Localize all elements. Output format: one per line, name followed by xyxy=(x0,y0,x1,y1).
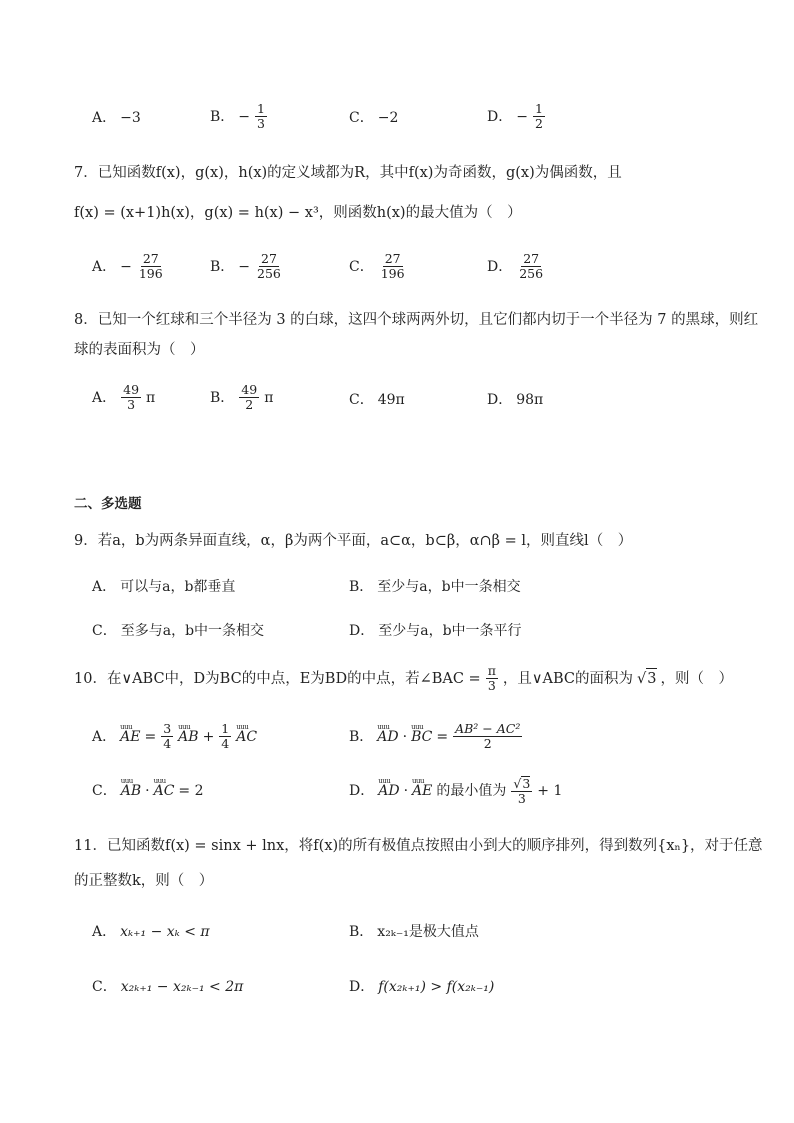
q9-stem: 9．若a，b为两条异面直线，α，β为两个平面，a⊂α，b⊂β，α∩β = l，则直线l（ ） xyxy=(74,533,633,549)
fraction: $\frac{3}{4}$ xyxy=(163,721,172,751)
q10-option-a: A． uuu AE = $\frac{3}{4}$ uuu AB + $\frac{1}{4}$ uuu AC xyxy=(92,722,257,751)
q8-option-d: D． 98π xyxy=(487,392,544,408)
q8-stem-line2: 球的表面积为（ ） xyxy=(74,342,205,358)
vector: uuu AD xyxy=(377,727,398,747)
fraction: $\frac{1}{4}$ xyxy=(221,721,230,751)
q10-option-d: D． uuu AD · uuu AE 的最小值为 $\frac{√3}{3}$ + 1 xyxy=(349,776,562,806)
q11-stem-line1: 11．已知函数f(x) = sinx + lnx，将f(x)的所有极值点按照由小到大的顺序排列，得到数列{xₙ}，对于任意 xyxy=(74,838,763,854)
fraction: $\frac{49}{2}$ xyxy=(241,382,258,412)
q8-option-c: C． 49π xyxy=(349,392,405,408)
vector: uuu AB xyxy=(178,727,198,747)
q8-option-b: B． $\frac{49}{2}$ π xyxy=(210,382,274,412)
q9-option-a: A． 可以与a，b都垂直 xyxy=(92,579,236,595)
q11-option-c: C． x₂ₖ₊₁ − x₂ₖ₋₁ < 2π xyxy=(92,979,244,995)
q6-option-c: C． −2 xyxy=(349,110,399,126)
q7-option-d: D． $\frac{27}{256}$ xyxy=(487,251,544,281)
q9-option-d: D． 至少与a，b中一条平行 xyxy=(349,623,522,639)
fraction: $\frac{27}{196}$ xyxy=(138,251,163,281)
fraction: $\frac{\text{AB² − AC²}}{2}$ xyxy=(455,721,521,751)
q7-stem-line1: 7．已知函数f(x)，g(x)，h(x)的定义域都为R，其中f(x)为奇函数，g(x)为偶函数，且 xyxy=(74,165,622,181)
q7-option-b: B． − $\frac{27}{256}$ xyxy=(210,251,281,281)
vector: uuu AC xyxy=(154,781,175,801)
q11-stem-line2: 的正整数k，则（ ） xyxy=(74,873,214,889)
q11-option-d: D． f(x₂ₖ₊₁) > f(x₂ₖ₋₁) xyxy=(349,979,495,995)
sqrt-symbol: √3 xyxy=(637,668,656,689)
q10-option-b: B． uuu AD · uuu BC = $\frac{\text{AB² − AC²}}{2}$ xyxy=(349,722,523,751)
q7-option-c: C． $\frac{27}{196}$ xyxy=(349,251,405,281)
q9-option-b: B． 至少与a，b中一条相交 xyxy=(349,579,521,595)
vector: uuu AD xyxy=(378,781,399,801)
q7-option-a: A． − $\frac{27}{196}$ xyxy=(92,251,163,281)
q11-option-a: A． xₖ₊₁ − xₖ < π xyxy=(92,924,210,940)
vector: uuu AE xyxy=(412,781,432,801)
fraction: $\frac{27}{256}$ xyxy=(519,251,544,281)
vector: uuu AB xyxy=(121,781,141,801)
fraction: $\frac{1}{2}$ xyxy=(534,101,543,131)
q8-option-a: A． $\frac{49}{3}$ π xyxy=(92,382,156,412)
q10-option-c: C． uuu AB · uuu AC = 2 xyxy=(92,781,204,801)
fraction: $\frac{\pi}{3}$ xyxy=(487,663,496,693)
section-title-multiple-choice: 二、多选题 xyxy=(74,496,142,512)
fraction: $\frac{49}{3}$ xyxy=(123,382,140,412)
q11-option-b: B． x₂ₖ₋₁是极大值点 xyxy=(349,924,479,940)
q8-stem-line1: 8．已知一个红球和三个半径为 3 的白球，这四个球两两外切，且它们都内切于一个半径为 7 的黑球，则红 xyxy=(74,312,759,328)
fraction: $\frac{27}{196}$ xyxy=(380,251,405,281)
vector: uuu AC xyxy=(236,727,257,747)
q6-option-d: D． − $\frac{1}{2}$ xyxy=(487,101,543,131)
fraction: $\frac{√3}{3}$ xyxy=(513,776,531,806)
q6-option-a: A． −3 xyxy=(92,110,141,126)
vector: uuu BC xyxy=(411,727,432,747)
q10-stem: 10．在∨ABC中，D为BC的中点，E为BD的中点，若∠BAC = $\frac{\pi}{3}$ ，且∨ABC的面积为 √3 ，则（ ） xyxy=(74,663,734,693)
fraction: $\frac{1}{3}$ xyxy=(257,101,265,131)
q9-option-c: C． 至多与a，b中一条相交 xyxy=(92,623,265,639)
q7-stem-line2: f(x) = (x+1)h(x)，g(x) = h(x) − x³，则函数h(x)的最大值为（ ） xyxy=(74,205,522,221)
fraction: $\frac{27}{256}$ xyxy=(257,251,281,281)
q6-option-b: B． − $\frac{1}{3}$ xyxy=(210,101,265,131)
vector: uuu AE xyxy=(120,727,140,747)
